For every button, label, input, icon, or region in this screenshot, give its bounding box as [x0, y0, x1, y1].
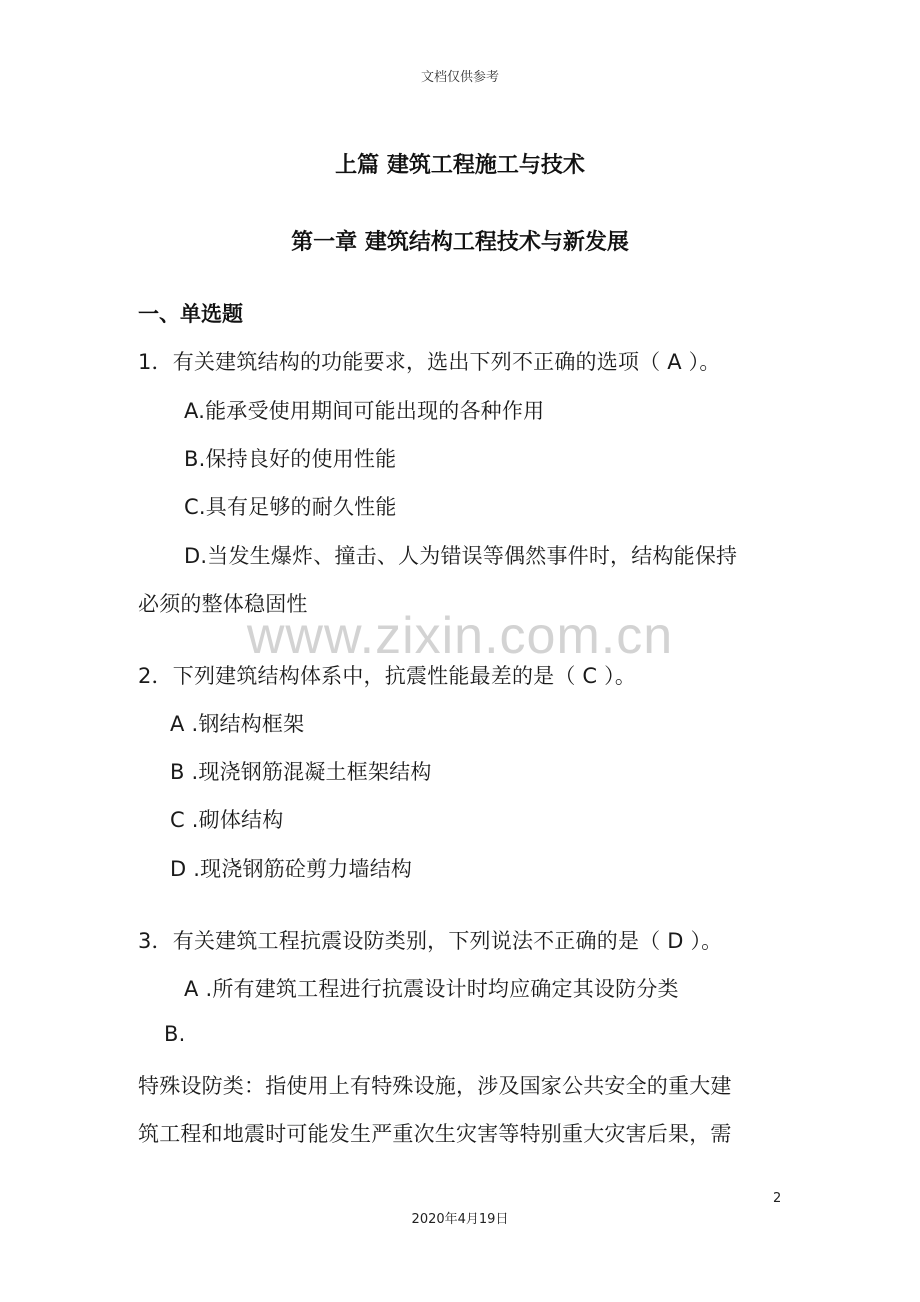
question-2-option-b: B .现浇钢筋混凝土框架结构 — [170, 760, 432, 784]
question-3-body-line-2: 筑工程和地震时可能发生严重次生灾害等特别重大灾害后果，需 — [138, 1122, 732, 1146]
question-1-option-b: B.保持良好的使用性能 — [184, 447, 397, 471]
question-2-option-d: D .现浇钢筋砼剪力墙结构 — [170, 857, 413, 881]
question-1-text: 1．有关建筑结构的功能要求，选出下列不正确的选项（ A ）。 — [138, 350, 721, 374]
question-1-option-d-continued: 必须的整体稳固性 — [138, 592, 308, 616]
question-1-option-a: A.能承受使用期间可能出现的各种作用 — [184, 399, 545, 423]
question-1-option-c: C.具有足够的耐久性能 — [184, 495, 397, 519]
question-3-option-b: B. — [164, 1022, 186, 1046]
footer-date: 2020年4月19日 — [411, 1212, 509, 1227]
watermark: www.zixin.com.cn — [246, 607, 674, 665]
part-title: 上篇 建筑工程施工与技术 — [335, 153, 585, 178]
question-3-text: 3．有关建筑工程抗震设防类别，下列说法不正确的是（ D ）。 — [138, 929, 723, 953]
question-2-option-a: A .钢结构框架 — [170, 712, 305, 736]
header-note: 文档仅供参考 — [420, 70, 499, 85]
question-2-option-c: C .砌体结构 — [170, 808, 284, 832]
page-number: 2 — [773, 1191, 782, 1206]
question-2-text: 2．下列建筑结构体系中，抗震性能最差的是（ C ）。 — [138, 664, 637, 688]
section-heading: 一、单选题 — [138, 302, 243, 326]
question-3-option-a: A .所有建筑工程进行抗震设计时均应确定其设防分类 — [184, 977, 679, 1001]
chapter-title: 第一章 建筑结构工程技术与新发展 — [291, 230, 629, 255]
question-3-body-line-1: 特殊设防类：指使用上有特殊设施，涉及国家公共安全的重大建 — [138, 1074, 732, 1098]
question-1-option-d: D.当发生爆炸、撞击、人为错误等偶然事件时，结构能保持 — [184, 544, 738, 568]
